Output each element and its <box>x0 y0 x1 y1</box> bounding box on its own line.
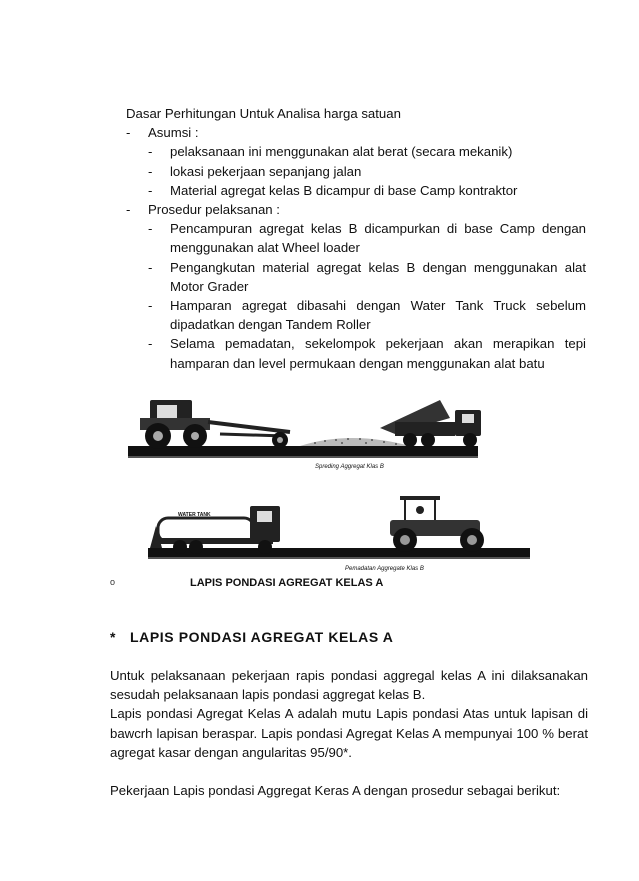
dash: - <box>148 163 153 179</box>
dash: - <box>148 336 153 352</box>
body-text <box>110 666 588 800</box>
top-road <box>128 446 478 456</box>
heading-text: LAPIS PONDASI AGREGAT KELAS A <box>130 629 394 645</box>
section-prosedur <box>126 200 586 219</box>
tandem-roller-icon <box>390 496 484 552</box>
list-item-text: Selama pemadatan, sekelompok pekerjaan akan merapikan tepi hamparan dan level permukaan dengan menggunakan alat batu <box>170 336 586 371</box>
list-item-text: Pencampuran agregat kelas B dicampurkan di base Camp dengan menggunakan alat Wheel loader <box>170 221 586 256</box>
dash: - <box>126 125 131 141</box>
list-item <box>148 162 586 181</box>
paragraph: Pekerjaan Lapis pondasi Aggregat Keras A dengan prosedur sebagai berikut: <box>110 783 561 799</box>
intro-block <box>126 104 586 373</box>
water-tank-truck-icon <box>158 506 280 554</box>
list-item <box>148 258 586 296</box>
list-item-text: lokasi pekerjaan sepanjang jalan <box>170 163 362 179</box>
water-tank-label: WATER TANK <box>178 512 211 518</box>
section-heading <box>110 629 393 645</box>
bottom-scene <box>148 496 530 572</box>
list-item-text: Pengangkutan material agregat kelas B dengan menggunakan alat Motor Grader <box>170 259 586 294</box>
intro-title: Dasar Perhitungan Untuk Analisa harga satuan <box>126 106 401 121</box>
list-item <box>148 219 586 257</box>
paragraph: Lapis pondasi Agregat Kelas A adalah mutu Lapis pondasi Atas untuk lapisan di bawcrh lapisan beraspar. Lapis pondasi Agregat Kelas A mempunyai 100 % berat agregat kasar dengan angularitas 95/90*. <box>110 706 588 760</box>
aggregate-pile <box>300 438 410 446</box>
list-item <box>148 296 586 334</box>
section-label: Asumsi : <box>148 125 199 141</box>
construction-illustration <box>110 370 530 600</box>
illustration-svg <box>110 370 530 600</box>
list-item-text: Hamparan agregat dibasahi dengan Water Tank Truck sebelum dipadatkan dengan Tandem Roller <box>170 298 586 333</box>
top-scene <box>128 400 481 470</box>
dash: - <box>148 144 153 160</box>
dash: - <box>148 259 153 275</box>
bottom-scene-label: Pemadatan Aggregate Klas B <box>345 566 424 572</box>
dash: - <box>126 202 131 218</box>
paragraph: Untuk pelaksanaan pekerjaan rapis pondasi aggregal kelas A ini dilaksanakan sesudah pelaksanaan lapis pondasi aggregat kelas B. <box>110 668 588 703</box>
section-label: Prosedur pelaksanan : <box>148 202 280 218</box>
dash: - <box>148 298 153 314</box>
list-item <box>148 181 586 200</box>
dump-truck-icon <box>380 400 481 447</box>
list-item <box>148 334 586 372</box>
dash: - <box>148 221 153 237</box>
motor-grader-icon <box>140 400 290 449</box>
dash: - <box>148 182 153 198</box>
caption-bullet: o <box>110 577 116 587</box>
list-item-text: Material agregat kelas B dicampur di base Camp kontraktor <box>170 182 518 198</box>
figure-caption: LAPIS PONDASI AGREGAT KELAS A <box>190 577 384 589</box>
section-asumsi <box>126 123 586 142</box>
list-item <box>148 142 586 161</box>
heading-star: * <box>110 629 117 645</box>
list-item-text: pelaksanaan ini menggunakan alat berat (secara mekanik) <box>170 144 513 160</box>
top-scene-label: Spreding Aggregat Klas B <box>315 464 384 470</box>
